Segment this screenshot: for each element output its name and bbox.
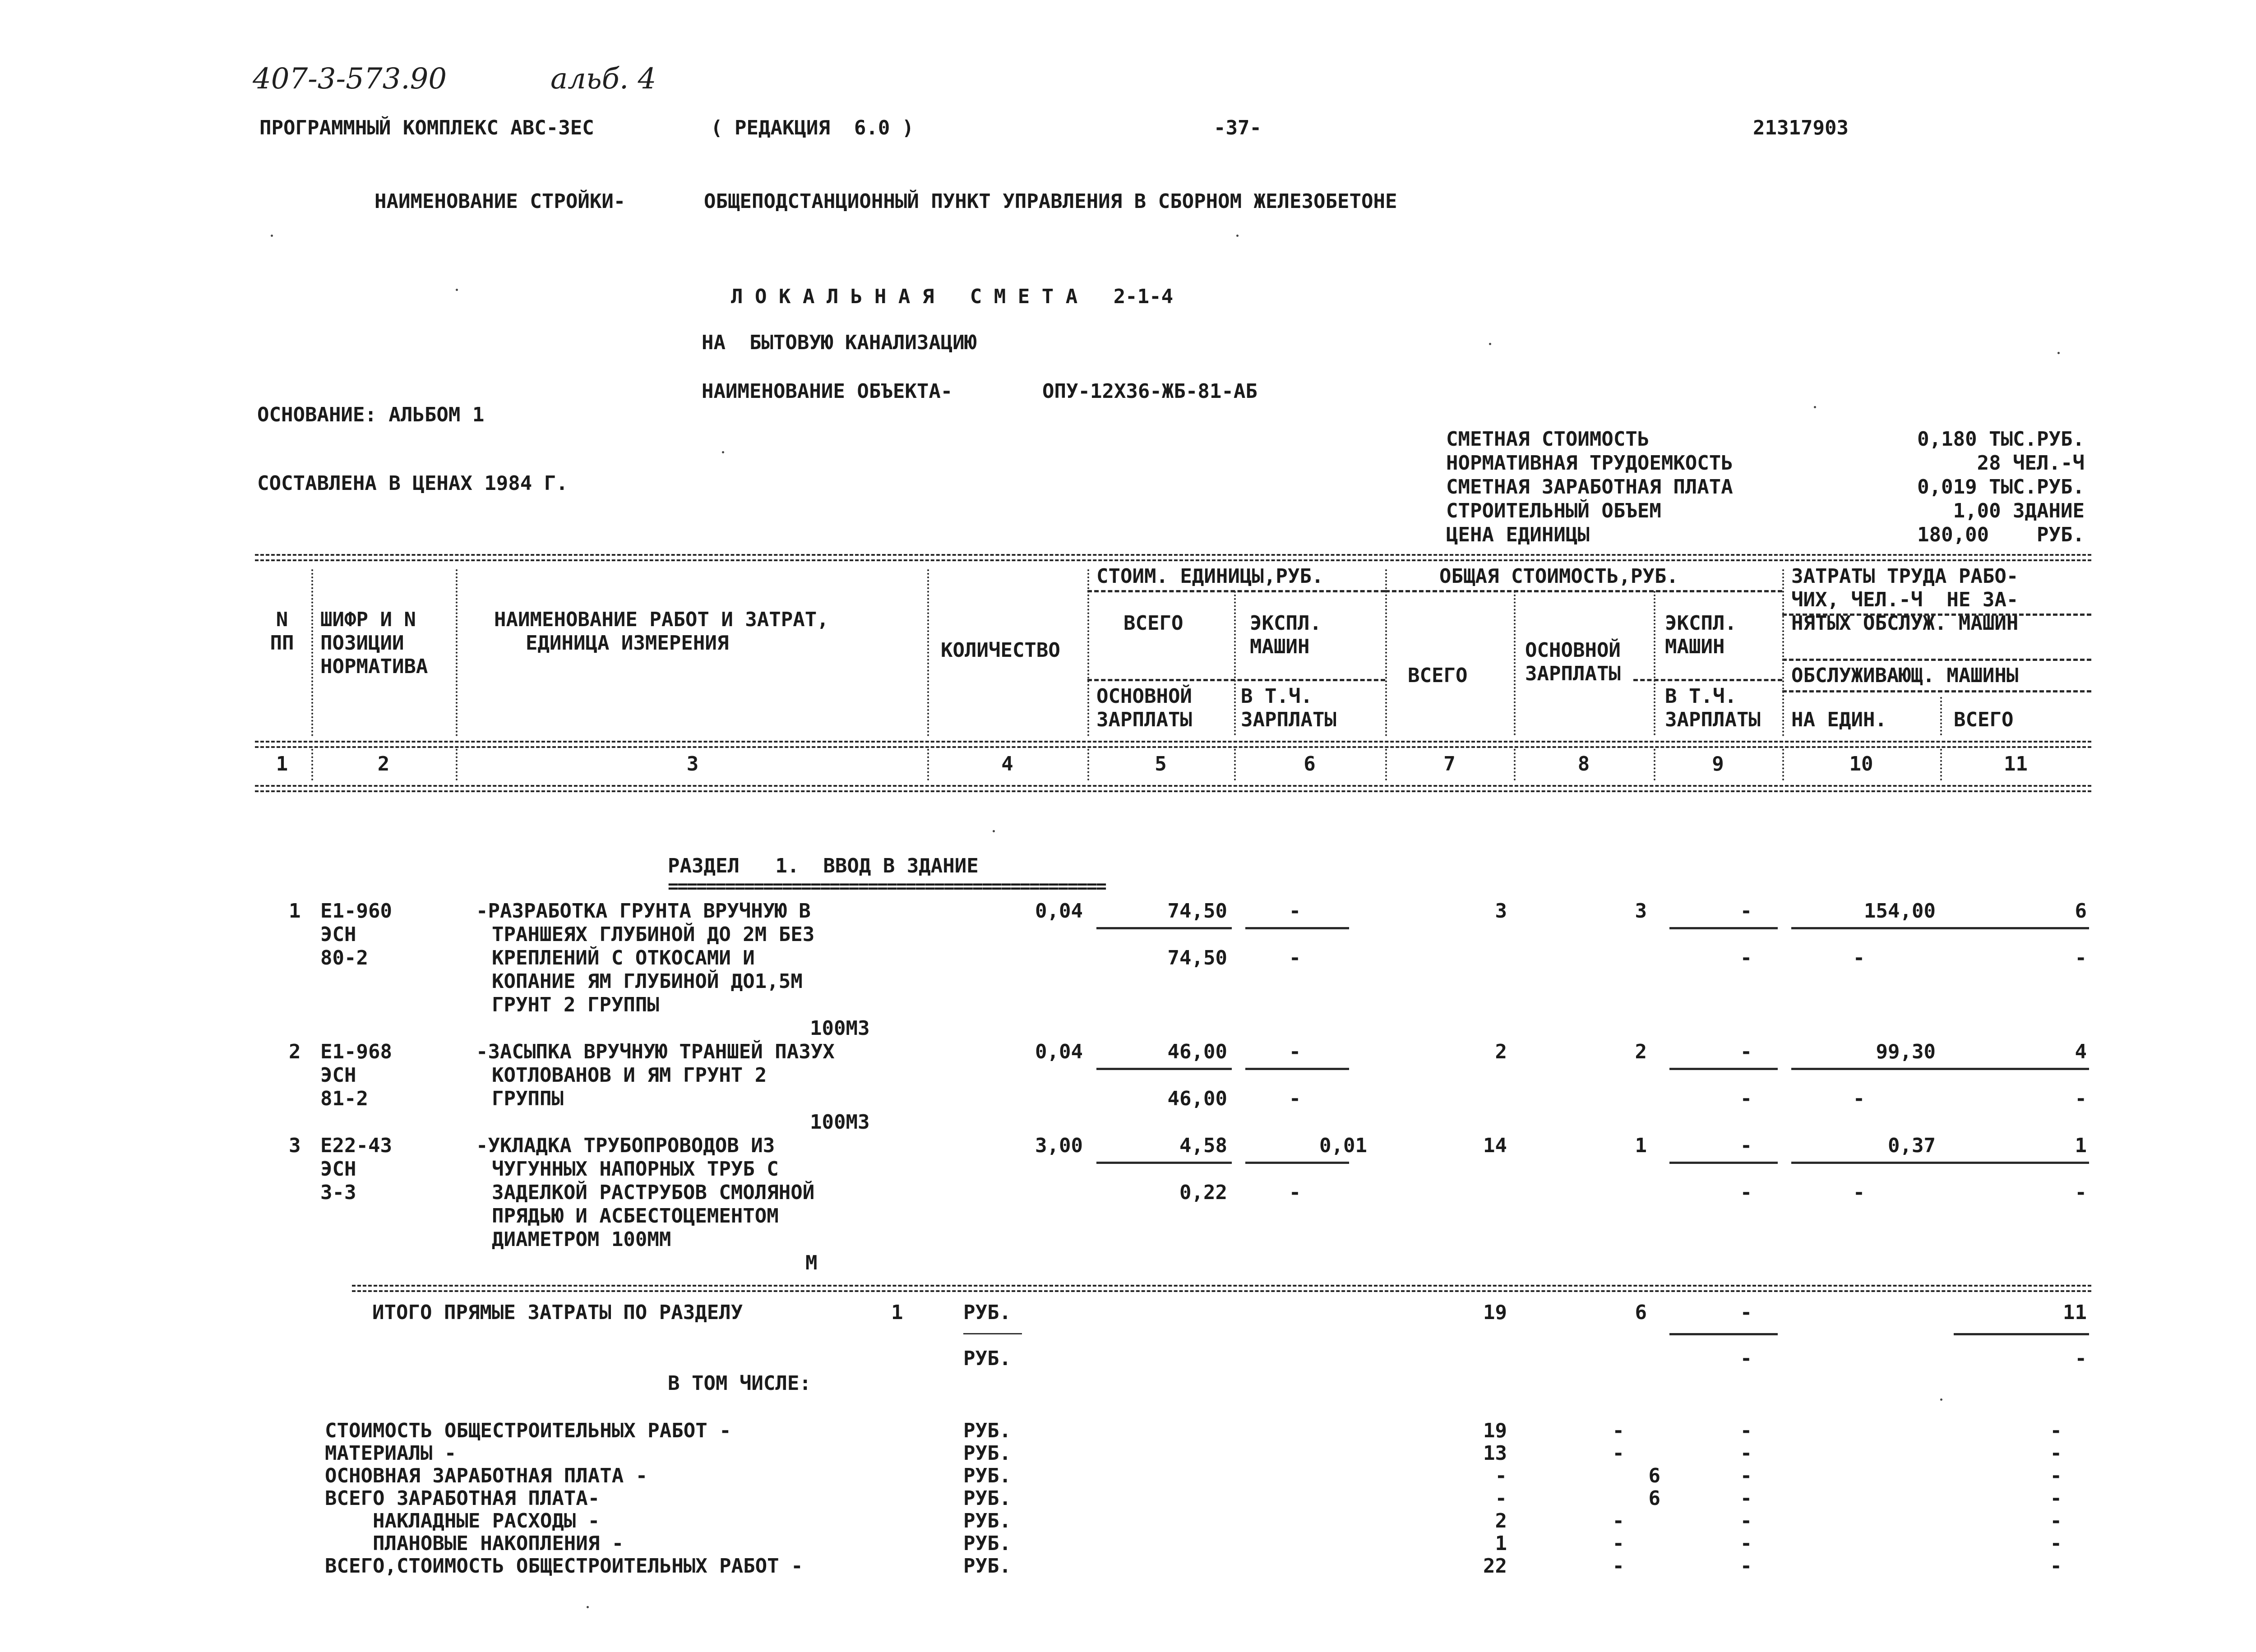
- including-label: В ТОМ ЧИСЛЕ:: [668, 1372, 811, 1395]
- row-code: ЭСН: [320, 1064, 356, 1087]
- header-labor: НЯТЫХ ОБСЛУЖ. МАШИН: [1791, 612, 2019, 635]
- col-sep: [1654, 591, 1655, 735]
- header-unit-incl: ЗАРПЛАТЫ: [1241, 708, 1336, 731]
- row-name: ДИАМЕТРОМ 100ММ: [492, 1228, 671, 1251]
- column-number: 10: [1849, 752, 1873, 775]
- scan-speck: [1940, 1398, 1942, 1401]
- header-unit-cost: СТОИМ. ЕДИНИЦЫ,РУБ.: [1096, 565, 1324, 588]
- col-sep: [1234, 749, 1236, 780]
- breakdown-wage: -: [1612, 1442, 1624, 1465]
- page-number: -37-: [1214, 116, 1262, 139]
- row-total-machines: -: [1740, 1134, 1752, 1157]
- row-total-wage: 2: [1635, 1040, 1647, 1063]
- breakdown-wage: -: [1612, 1419, 1624, 1442]
- cell-rule: [1245, 1162, 1349, 1164]
- header-labor-total: ВСЕГО: [1954, 708, 2014, 731]
- header-total-wage: ОСНОВНОЙ: [1525, 639, 1621, 662]
- cell-rule: [963, 1333, 1022, 1334]
- column-number: 11: [2004, 752, 2028, 775]
- totals-labor: 11: [2063, 1301, 2087, 1324]
- summary-label: НОРМАТИВНАЯ ТРУДОЕМКОСТЬ: [1446, 452, 1733, 475]
- header-unit-incl: В Т.Ч.: [1241, 685, 1313, 708]
- breakdown-total: 13: [1483, 1442, 1507, 1465]
- row-unit-total: 4,58: [1179, 1134, 1227, 1157]
- scan-speck: [456, 289, 458, 291]
- row-code: Е1-968: [320, 1040, 392, 1063]
- row-total: 14: [1483, 1134, 1507, 1157]
- header-unit-wage: ОСНОВНОЙ: [1096, 685, 1192, 708]
- header-col-1: ПП: [270, 632, 294, 655]
- row-labor-service-unit: -: [1853, 946, 1865, 969]
- breakdown-labor: -: [2050, 1532, 2062, 1555]
- cell-rule: [1096, 1162, 1232, 1164]
- col-sep: [1385, 569, 1387, 736]
- document-subject: НА БЫТОВУЮ КАНАЛИЗАЦИЮ: [702, 331, 977, 354]
- scan-speck: [2057, 352, 2060, 354]
- summary-value: 28 ЧЕЛ.-Ч: [1977, 452, 2085, 475]
- col-sep: [1782, 569, 1784, 736]
- breakdown-machines: -: [1740, 1509, 1752, 1532]
- header-total-wage: ЗАРПЛАТЫ: [1525, 662, 1621, 685]
- col-sep: [311, 569, 313, 736]
- breakdown-label: ОСНОВНАЯ ЗАРАБОТНАЯ ПЛАТА -: [325, 1464, 648, 1487]
- column-numbers-rule: [255, 785, 2091, 787]
- breakdown-machines: -: [1740, 1419, 1752, 1442]
- breakdown-total: -: [1495, 1487, 1507, 1510]
- column-number: 3: [686, 752, 699, 775]
- cell-rule: [1669, 1333, 1778, 1335]
- row-name: ГРУППЫ: [492, 1087, 564, 1110]
- header-unit-wage: ЗАРПЛАТЫ: [1096, 708, 1192, 731]
- header-labor: ЧИХ, ЧЕЛ.-Ч НЕ ЗА-: [1791, 588, 2019, 611]
- total-cost-rule: [1385, 590, 1782, 592]
- row-total-wage: 3: [1635, 900, 1647, 923]
- row-unit: 100М3: [810, 1111, 870, 1134]
- totals-incl: -: [1740, 1347, 1752, 1370]
- machines-rule: [1633, 679, 1782, 681]
- scan-speck: [1814, 406, 1816, 408]
- totals-top-rule: [352, 1285, 2091, 1287]
- col-sep: [456, 749, 458, 780]
- row-name: ПРЯДЬЮ И АСБЕСТОЦЕМЕНТОМ: [492, 1204, 779, 1227]
- breakdown-labor: -: [2050, 1487, 2062, 1510]
- row-labor-unit: 99,30: [1876, 1040, 1936, 1063]
- row-unit-total: 46,00: [1167, 1040, 1227, 1063]
- breakdown-labor: -: [2050, 1555, 2062, 1578]
- totals-label: ИТОГО ПРЯМЫЕ ЗАТРАТЫ ПО РАЗДЕЛУ: [372, 1301, 743, 1324]
- section-underline: ==============================================: [668, 876, 1105, 897]
- header-col-2: ПОЗИЦИИ: [320, 632, 404, 655]
- breakdown-unit: РУБ.: [963, 1487, 1011, 1510]
- row-labor-service-total: -: [2075, 1087, 2087, 1110]
- breakdown-label: МАТЕРИАЛЫ -: [325, 1442, 457, 1465]
- totals-unit: РУБ.: [963, 1301, 1011, 1324]
- row-unit-incl: -: [1289, 1181, 1301, 1204]
- totals-machines: -: [1740, 1301, 1752, 1324]
- col-sep: [1087, 569, 1089, 736]
- summary-value: 1,00 ЗДАНИЕ: [1953, 499, 2085, 522]
- header-unit-machines: ЭКСПЛ.: [1250, 612, 1322, 635]
- header-labor-service: ОБСЛУЖИВАЮЩ. МАШИНЫ: [1791, 664, 2019, 687]
- header-total-incl: ЗАРПЛАТЫ: [1665, 708, 1761, 731]
- breakdown-machines: -: [1740, 1487, 1752, 1510]
- header-total-all: ВСЕГО: [1408, 664, 1468, 687]
- totals-labor-2: -: [2075, 1347, 2087, 1370]
- row-labor-service-total: -: [2075, 1181, 2087, 1204]
- row-unit: 100М3: [810, 1017, 870, 1040]
- header-col-3: ЕДИНИЦА ИЗМЕРЕНИЯ: [526, 632, 729, 655]
- totals-total: 19: [1483, 1301, 1507, 1324]
- row-unit-total: 74,50: [1167, 900, 1227, 923]
- col-sep: [927, 749, 929, 780]
- row-total-wage: 1: [1635, 1134, 1647, 1157]
- row-name: ТРАНШЕЯХ ГЛУБИНОЙ ДО 2М БЕЗ: [492, 923, 815, 946]
- header-col-4: КОЛИЧЕСТВО: [941, 639, 1060, 662]
- row-total-incl: -: [1740, 1087, 1752, 1110]
- cell-rule: [1669, 1068, 1778, 1070]
- row-total-incl: -: [1740, 946, 1752, 969]
- header-col-2: ШИФР И N: [320, 608, 416, 631]
- price-level: СОСТАВЛЕНА В ЦЕНАХ 1984 Г.: [257, 472, 568, 495]
- row-labor-service-unit: -: [1853, 1181, 1865, 1204]
- cell-rule: [1669, 927, 1778, 929]
- row-name: КРЕПЛЕНИЙ С ОТКОСАМИ И: [492, 946, 755, 969]
- breakdown-machines: -: [1740, 1555, 1752, 1578]
- cell-rule: [1791, 1162, 2089, 1164]
- totals-wage: 6: [1635, 1301, 1647, 1324]
- col-sep: [1514, 591, 1516, 735]
- row-qty: 3,00: [1035, 1134, 1083, 1157]
- header-unit-total: ВСЕГО: [1123, 612, 1183, 635]
- labor-rule-2: [1782, 659, 2091, 661]
- row-total-machines: -: [1740, 1040, 1752, 1063]
- breakdown-unit: РУБ.: [963, 1532, 1011, 1555]
- scan-speck: [1236, 235, 1239, 237]
- breakdown-label: НАКЛАДНЫЕ РАСХОДЫ -: [325, 1509, 600, 1532]
- construction-label: НАИМЕНОВАНИЕ СТРОЙКИ-: [374, 190, 626, 213]
- row-total-incl: -: [1740, 1181, 1752, 1204]
- row-labor-total: 1: [2075, 1134, 2087, 1157]
- basis: ОСНОВАНИЕ: АЛЬБОМ 1: [257, 403, 485, 426]
- row-qty: 0,04: [1035, 1040, 1083, 1063]
- column-number: 7: [1443, 752, 1456, 775]
- breakdown-wage: -: [1612, 1509, 1624, 1532]
- breakdown-labor: -: [2050, 1419, 2062, 1442]
- header-labor: ЗАТРАТЫ ТРУДА РАБО-: [1791, 565, 2019, 588]
- col-sep: [1940, 749, 1942, 780]
- row-code: 81-2: [320, 1087, 368, 1110]
- header-col-2: НОРМАТИВА: [320, 655, 428, 678]
- cell-rule: [1096, 927, 1232, 929]
- summary-label: СМЕТНАЯ СТОИМОСТЬ: [1446, 428, 1650, 451]
- header-total-machines: МАШИН: [1665, 635, 1725, 658]
- breakdown-machines: -: [1740, 1464, 1752, 1487]
- breakdown-wage: 6: [1648, 1487, 1660, 1510]
- summary-value: 0,019 ТЫС.РУБ.: [1917, 475, 2085, 498]
- row-name: -ЗАСЫПКА ВРУЧНУЮ ТРАНШЕЙ ПАЗУХ: [476, 1040, 835, 1063]
- header-labor-unit: НА ЕДИН.: [1791, 708, 1887, 731]
- row-unit-machines: 0,01: [1319, 1134, 1367, 1157]
- column-number: 1: [276, 752, 288, 775]
- row-name: -РАЗРАБОТКА ГРУНТА ВРУЧНУЮ В: [476, 900, 811, 923]
- document-number: 21317903: [1753, 116, 1849, 139]
- row-labor-unit: 0,37: [1888, 1134, 1936, 1157]
- breakdown-total: -: [1495, 1464, 1507, 1487]
- summary-value: 0,180 ТЫС.РУБ.: [1917, 428, 2085, 451]
- row-code: 80-2: [320, 946, 368, 969]
- row-name: КОПАНИЕ ЯМ ГЛУБИНОЙ ДО1,5М: [492, 970, 803, 993]
- row-total: 3: [1495, 900, 1507, 923]
- breakdown-unit: РУБ.: [963, 1464, 1011, 1487]
- handwritten-album: альб. 4: [550, 62, 656, 96]
- edition: ( РЕДАКЦИЯ 6.0 ): [711, 116, 914, 139]
- breakdown-unit: РУБ.: [963, 1555, 1011, 1578]
- breakdown-labor: -: [2050, 1464, 2062, 1487]
- row-name: ЧУГУННЫХ НАПОРНЫХ ТРУБ С: [492, 1158, 779, 1181]
- table-top-rule: [255, 554, 2091, 556]
- row-code: ЭСН: [320, 923, 356, 946]
- col-sep: [1385, 749, 1387, 780]
- breakdown-label: СТОИМОСТЬ ОБЩЕСТРОИТЕЛЬНЫХ РАБОТ -: [325, 1419, 731, 1442]
- summary-value: 180,00 РУБ.: [1917, 523, 2085, 546]
- object-label: НАИМЕНОВАНИЕ ОБЪЕКТА-: [702, 380, 953, 403]
- totals-section-number: 1: [891, 1301, 903, 1324]
- cell-rule: [1669, 1162, 1778, 1164]
- row-labor-service-total: -: [2075, 946, 2087, 969]
- totals-unit: РУБ.: [963, 1347, 1011, 1370]
- breakdown-labor: -: [2050, 1509, 2062, 1532]
- row-unit-wage: 74,50: [1167, 946, 1227, 969]
- cell-rule: [1245, 1068, 1349, 1070]
- scan-speck: [993, 830, 995, 832]
- scan-speck: [722, 451, 724, 453]
- handwritten-code: 407-3-573.90: [253, 62, 447, 96]
- breakdown-unit: РУБ.: [963, 1509, 1011, 1532]
- row-name: -УКЛАДКА ТРУБОПРОВОДОВ ИЗ: [476, 1134, 775, 1157]
- breakdown-wage: 6: [1648, 1464, 1660, 1487]
- row-name: КОТЛОВАНОВ И ЯМ ГРУНТ 2: [492, 1064, 767, 1087]
- breakdown-unit: РУБ.: [963, 1419, 1011, 1442]
- col-sep: [1940, 697, 1942, 735]
- row-unit-machines: -: [1289, 1040, 1301, 1063]
- table-header-bottom-rule: [255, 741, 2091, 743]
- header-total-incl: В Т.Ч.: [1665, 685, 1737, 708]
- row-code: ЭСН: [320, 1158, 356, 1181]
- row-unit-wage: 46,00: [1167, 1087, 1227, 1110]
- row-labor-total: 4: [2075, 1040, 2087, 1063]
- row-total-machines: -: [1740, 900, 1752, 923]
- breakdown-machines: -: [1740, 1442, 1752, 1465]
- breakdown-total: 22: [1483, 1555, 1507, 1578]
- row-qty: 0,04: [1035, 900, 1083, 923]
- row-labor-unit: 154,00: [1864, 900, 1936, 923]
- col-sep: [927, 569, 929, 736]
- header-col-3: НАИМЕНОВАНИЕ РАБОТ И ЗАТРАТ,: [494, 608, 829, 631]
- column-number: 9: [1712, 752, 1724, 775]
- breakdown-unit: РУБ.: [963, 1442, 1011, 1465]
- cell-rule: [1096, 1068, 1232, 1070]
- header-unit-machines: МАШИН: [1250, 635, 1310, 658]
- row-labor-service-unit: -: [1853, 1087, 1865, 1110]
- cell-rule: [1245, 927, 1349, 929]
- construction-value: ОБЩЕПОДСТАНЦИОННЫЙ ПУНКТ УПРАВЛЕНИЯ В СБОРНОМ ЖЕЛЕЗОБЕТОНЕ: [704, 190, 1397, 213]
- scan-speck: [1489, 343, 1491, 345]
- row-number: 1: [289, 900, 301, 923]
- breakdown-label: ВСЕГО,СТОИМОСТЬ ОБЩЕСТРОИТЕЛЬНЫХ РАБОТ -: [325, 1555, 803, 1578]
- row-code: Е1-960: [320, 900, 392, 923]
- row-unit-machines: -: [1289, 900, 1301, 923]
- column-number: 5: [1155, 752, 1167, 775]
- row-code: 3-3: [320, 1181, 356, 1204]
- header-total-machines: ЭКСПЛ.: [1665, 612, 1737, 635]
- cell-rule: [1791, 927, 2089, 929]
- unit-cost-rule-2: [1087, 679, 1385, 681]
- col-sep: [1654, 749, 1655, 780]
- breakdown-machines: -: [1740, 1532, 1752, 1555]
- header-col-1: N: [276, 608, 288, 631]
- row-unit: М: [805, 1251, 818, 1274]
- section-title: РАЗДЕЛ 1. ВВОД В ЗДАНИЕ: [668, 854, 979, 877]
- summary-label: СМЕТНАЯ ЗАРАБОТНАЯ ПЛАТА: [1446, 475, 1733, 498]
- row-unit-incl: -: [1289, 1087, 1301, 1110]
- cell-rule: [1791, 1068, 2089, 1070]
- col-sep: [1782, 749, 1784, 780]
- row-number: 2: [289, 1040, 301, 1063]
- col-sep: [1514, 749, 1516, 780]
- col-sep: [1087, 749, 1089, 780]
- col-sep: [311, 749, 313, 780]
- column-number: 6: [1304, 752, 1316, 775]
- breakdown-labor: -: [2050, 1442, 2062, 1465]
- row-labor-total: 6: [2075, 900, 2087, 923]
- object-value: ОПУ-12Х36-ЖБ-81-АБ: [1042, 380, 1257, 403]
- scan-speck: [271, 235, 273, 237]
- breakdown-label: ВСЕГО ЗАРАБОТНАЯ ПЛАТА-: [325, 1487, 600, 1510]
- breakdown-total: 1: [1495, 1532, 1507, 1555]
- breakdown-wage: -: [1612, 1532, 1624, 1555]
- unit-cost-rule: [1087, 590, 1385, 592]
- row-unit-wage: 0,22: [1179, 1181, 1227, 1204]
- row-total: 2: [1495, 1040, 1507, 1063]
- row-number: 3: [289, 1134, 301, 1157]
- row-code: Е22-43: [320, 1134, 392, 1157]
- header-total-cost: ОБЩАЯ СТОИМОСТЬ,РУБ.: [1439, 565, 1678, 588]
- document-title: Л О К А Л Ь Н А Я С М Е Т А 2-1-4: [731, 285, 1174, 308]
- row-name: ГРУНТ 2 ГРУППЫ: [492, 993, 659, 1016]
- breakdown-wage: -: [1612, 1555, 1624, 1578]
- breakdown-label: ПЛАНОВЫЕ НАКОПЛЕНИЯ -: [325, 1532, 624, 1555]
- scan-speck: [587, 1606, 589, 1608]
- column-number: 2: [377, 752, 390, 775]
- program-name: ПРОГРАММНЫЙ КОМПЛЕКС АВС-ЗЕС: [259, 116, 594, 139]
- summary-label: ЦЕНА ЕДИНИЦЫ: [1446, 523, 1590, 546]
- cell-rule: [1954, 1333, 2089, 1335]
- row-name: ЗАДЕЛКОЙ РАСТРУБОВ СМОЛЯНОЙ: [492, 1181, 815, 1204]
- summary-label: СТРОИТЕЛЬНЫЙ ОБЪЕМ: [1446, 499, 1661, 522]
- col-sep: [1234, 591, 1236, 735]
- column-number: 4: [1001, 752, 1013, 775]
- labor-rule-3: [1782, 690, 2091, 692]
- row-unit-incl: -: [1289, 946, 1301, 969]
- breakdown-total: 2: [1495, 1509, 1507, 1532]
- breakdown-total: 19: [1483, 1419, 1507, 1442]
- column-number: 8: [1577, 752, 1590, 775]
- col-sep: [456, 569, 458, 736]
